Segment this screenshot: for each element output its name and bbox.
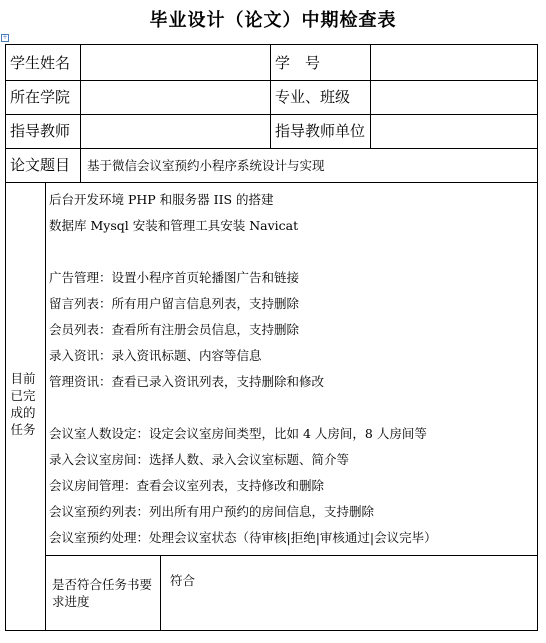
col-divider bbox=[80, 44, 81, 182]
student-name-label: 学生姓名 bbox=[10, 54, 71, 72]
row-divider bbox=[5, 114, 538, 115]
list-item: 会员列表：查看所有注册会员信息，支持删除 bbox=[49, 322, 300, 337]
list-item: 留言列表：所有用户留言信息列表，支持删除 bbox=[49, 296, 300, 311]
list-item: 后台开发环境 PHP 和服务器 IIS 的搭建 bbox=[49, 192, 274, 207]
advisor-unit-label: 指导教师单位 bbox=[275, 122, 366, 140]
thesis-title-label: 论文题目 bbox=[10, 156, 71, 174]
list-item: 会议室预约处理：处理会议室状态（待审核|拒绝|审核通过|会议完毕） bbox=[49, 530, 437, 545]
col-divider bbox=[370, 44, 371, 148]
row-divider bbox=[45, 555, 538, 556]
major-class-label: 专业、班级 bbox=[275, 88, 351, 106]
col-divider bbox=[270, 44, 271, 148]
list-item: 会议房间管理：查看会议室列表，支持修改和删除 bbox=[49, 478, 325, 493]
completed-tasks-label: 目前已完成的任务 bbox=[10, 371, 36, 437]
col-divider bbox=[45, 182, 46, 631]
student-id-label: 学 号 bbox=[275, 54, 321, 72]
col-divider bbox=[160, 555, 161, 631]
list-item: 广告管理：设置小程序首页轮播图广告和链接 bbox=[49, 270, 300, 285]
row-divider bbox=[5, 148, 538, 149]
row-divider bbox=[5, 80, 538, 81]
list-item: 会议室预约列表：列出所有用户预约的房间信息，支持删除 bbox=[49, 504, 375, 519]
progress-question: 是否符合任务书要求进度 bbox=[52, 577, 153, 609]
table-anchor-icon: + bbox=[2, 34, 8, 41]
college-label: 所在学院 bbox=[10, 88, 71, 106]
list-item: 管理资讯：查看已录入资讯列表，支持删除和修改 bbox=[49, 374, 325, 389]
list-item: 录入资讯：录入资讯标题、内容等信息 bbox=[49, 348, 262, 363]
page-title: 毕业设计（论文）中期检查表 bbox=[149, 10, 397, 31]
thesis-title-value: 基于微信会议室预约小程序系统设计与实现 bbox=[87, 158, 325, 173]
list-item: 录入会议室房间：选择人数、录入会议室标题、简介等 bbox=[49, 452, 350, 467]
advisor-label: 指导教师 bbox=[10, 122, 71, 140]
row-divider bbox=[5, 182, 538, 183]
list-item: 数据库 Mysql 安装和管理工具安装 Navicat bbox=[49, 218, 299, 233]
list-item: 会议室人数设定：设定会议室房间类型，比如 4 人房间，8 人房间等 bbox=[49, 426, 427, 441]
progress-answer: 符合 bbox=[170, 573, 196, 588]
